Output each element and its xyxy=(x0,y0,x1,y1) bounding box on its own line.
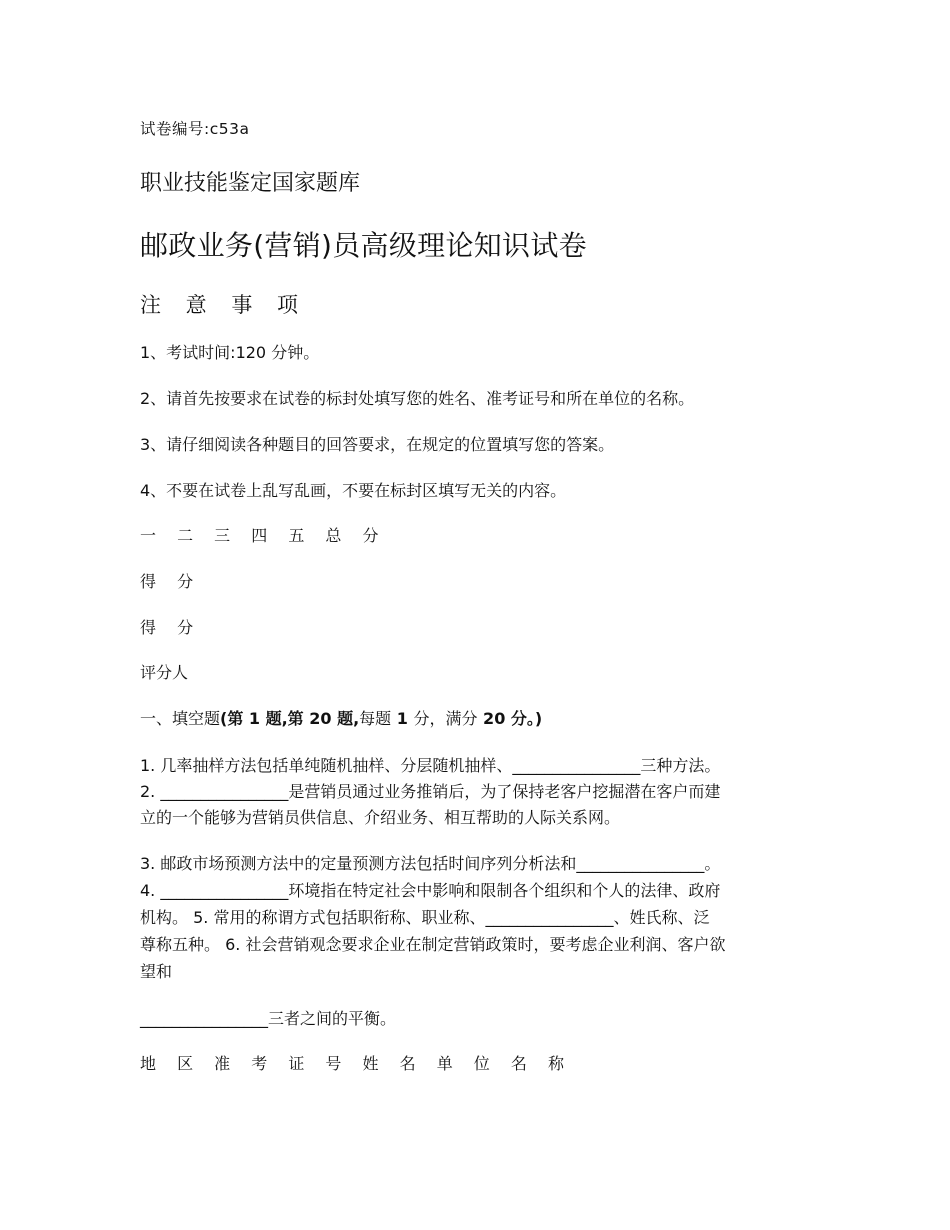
section-range: (第 1 题,第 20 题, xyxy=(220,709,360,728)
question-bank-title: 职业技能鉴定国家题库 xyxy=(140,171,361,196)
question-2-line-1: 2. ________________是营销员通过业务推销后，为了保持老客户挖掘潜在客户而建 xyxy=(140,782,721,801)
question-2-line-2: 立的一个能够为营销员供信息、介绍业务、相互帮助的人际关系网。 xyxy=(140,808,621,827)
notice-item-2: 2、请首先按要求在试卷的标封处填写您的姓名、准考证号和所在单位的名称。 xyxy=(140,389,695,408)
section-per-question: 每题 xyxy=(359,709,392,728)
question-6-line-2: 望和 xyxy=(140,962,173,981)
seal-fields: 地 区 准 考 证 号 姓 名 单 位 名 称 xyxy=(140,1054,572,1073)
question-4-5-line: 机构。 5. 常用的称谓方式包括职衔称、职业称、________________、姓氏称、泛 xyxy=(140,908,710,927)
score-row-1: 得 分 xyxy=(140,572,202,591)
grader-label: 评分人 xyxy=(140,663,189,682)
question-4-line-1: 4. ________________环境指在特定社会中影响和限制各个组织和个人的法律、政府 xyxy=(140,881,721,900)
exam-title: 邮政业务(营销)员高级理论知识试卷 xyxy=(140,229,587,262)
question-5-6-line: 尊称五种。 6. 社会营销观念要求企业在制定营销政策时，要考虑企业利润、客户欲 xyxy=(140,935,726,954)
notice-item-4: 4、不要在试卷上乱写乱画，不要在标封区填写无关的内容。 xyxy=(140,481,567,500)
notice-title: 注 意 事 项 xyxy=(140,293,308,317)
notice-item-1: 1、考试时间:120 分钟。 xyxy=(140,343,320,362)
question-3: 3. 邮政市场预测方法中的定量预测方法包括时间序列分析法和________________。 xyxy=(140,854,721,873)
question-1: 1. 几率抽样方法包括单纯随机抽样、分层随机抽样、________________三种方法。 xyxy=(140,756,721,775)
section-points-each: 1 xyxy=(391,709,414,728)
notice-item-3: 3、请仔细阅读各种题目的回答要求，在规定的位置填写您的答案。 xyxy=(140,435,615,454)
paper-id: 试卷编号:c53a xyxy=(140,120,250,138)
section-total-label: 分，满分 xyxy=(413,709,478,728)
section-prefix: 一、填空题 xyxy=(140,709,221,728)
question-6-ending: ________________三者之间的平衡。 xyxy=(140,1009,397,1028)
section-tail: 分。) xyxy=(510,709,543,728)
score-row-2: 得 分 xyxy=(140,618,202,637)
score-table-headers: 一 二 三 四 五 总 分 xyxy=(140,526,387,545)
section-total-points: 20 xyxy=(477,709,511,728)
section-heading xyxy=(140,709,542,729)
